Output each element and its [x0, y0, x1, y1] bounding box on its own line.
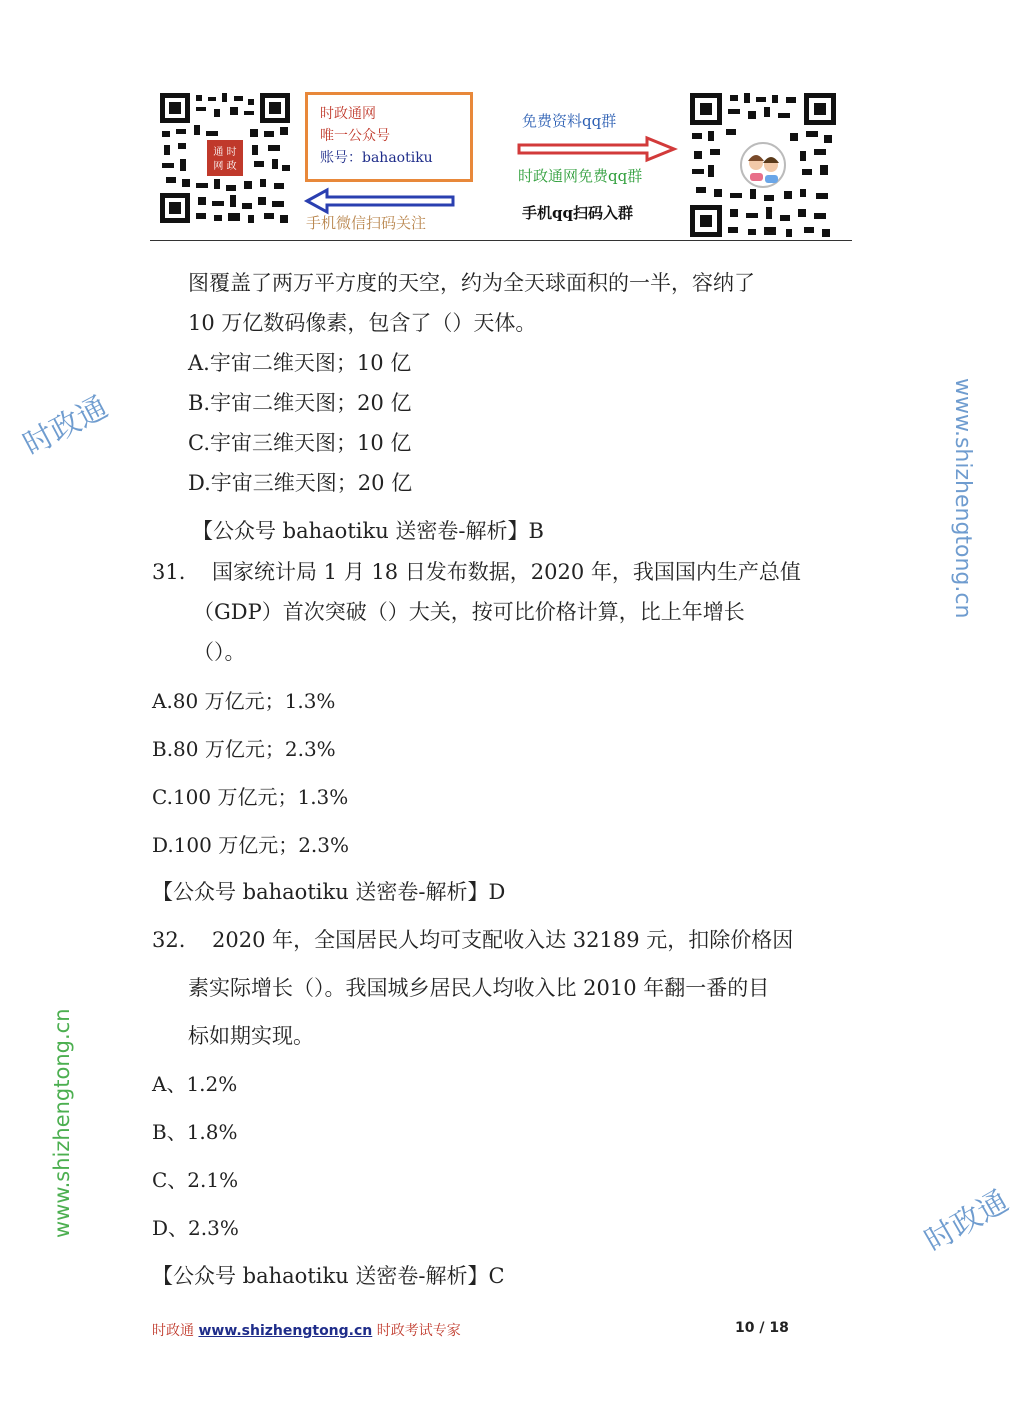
footer-brand: 时政通 [152, 1323, 194, 1339]
q30-line-2: 10 万亿数码像素，包含了（）天体。 [188, 311, 537, 335]
qq-top-label: 免费资料qq群 [522, 112, 617, 130]
promo-line-2: 唯一公众号 [320, 128, 390, 144]
q32-option-b: B、1.8% [152, 1120, 238, 1144]
svg-text:网 政: 网 政 [213, 161, 237, 172]
promo-account: 账号：bahaotiku [320, 150, 433, 166]
q31-line-1: 国家统计局 1 月 18 日发布数据，2020 年，我国国内生产总值 [212, 560, 801, 584]
q30-option-d: D.宇宙三维天图；20 亿 [188, 471, 413, 495]
q31-option-b: B.80 万亿元；2.3% [152, 737, 336, 761]
promo-box [305, 92, 473, 182]
watermark-right-cn: 时政通 [919, 1183, 1015, 1260]
q32-option-c: C、2.1% [152, 1168, 239, 1192]
q31-line-2: （GDP）首次突破（）大关，按可比价格计算，比上年增长 [193, 600, 745, 624]
page-number: 10 / 18 [735, 1320, 789, 1336]
q30-option-b: B.宇宙二维天图；20 亿 [188, 391, 412, 415]
q31-answer: 【公众号 bahaotiku 送密卷-解析】D [152, 880, 506, 904]
promo-line-1: 时政通网 [320, 106, 376, 122]
q32-option-d: D、2.3% [152, 1216, 239, 1240]
wechat-qr-code[interactable] [160, 93, 290, 223]
q31-option-d: D.100 万亿元；2.3% [152, 833, 350, 857]
q31-number: 31. [152, 560, 186, 584]
q31-line-3: （）。 [193, 640, 246, 664]
q32-option-a: A、1.2% [152, 1072, 238, 1096]
q32-line-1: 2020 年，全国居民人均可支配收入达 32189 元，扣除价格因 [212, 928, 794, 952]
footer-url-link[interactable]: www.shizhengtong.cn [198, 1323, 373, 1339]
footer-tagline: 时政考试专家 [376, 1323, 461, 1339]
q31-option-c: C.100 万亿元；1.3% [152, 785, 349, 809]
watermark-left-url: www.shizhengtong.cn [50, 1008, 74, 1238]
arrow-right-icon [517, 136, 677, 166]
watermark-right-url: www.shizhengtong.cn [950, 378, 975, 619]
q32-line-2: 素实际增长（）。我国城乡居民人均收入比 2010 年翻一番的目 [188, 976, 770, 1000]
q32-number: 32. [152, 928, 186, 952]
q30-answer: 【公众号 bahaotiku 送密卷-解析】B [192, 519, 544, 543]
qq-qr-code[interactable] [690, 93, 836, 237]
q31-option-a: A.80 万亿元；1.3% [152, 689, 336, 713]
footer [152, 1320, 461, 1340]
header-banner [0, 0, 1000, 240]
watermark-left-cn: 时政通 [17, 389, 114, 463]
header-divider [150, 240, 852, 241]
q30-line-1: 图覆盖了两万平方度的天空，约为全天球面积的一半，容纳了 [188, 271, 755, 295]
q32-line-3: 标如期实现。 [188, 1024, 314, 1048]
qq-bottom-label: 手机qq扫码入群 [522, 204, 633, 222]
svg-text:通 时: 通 时 [213, 147, 237, 158]
q30-option-c: C.宇宙三维天图；10 亿 [188, 431, 412, 455]
q32-answer: 【公众号 bahaotiku 送密卷-解析】C [152, 1264, 505, 1288]
wechat-caption: 手机微信扫码关注 [306, 214, 427, 232]
qq-mid-label: 时政通网免费qq群 [518, 167, 643, 185]
q30-option-a: A.宇宙二维天图；10 亿 [188, 351, 412, 375]
